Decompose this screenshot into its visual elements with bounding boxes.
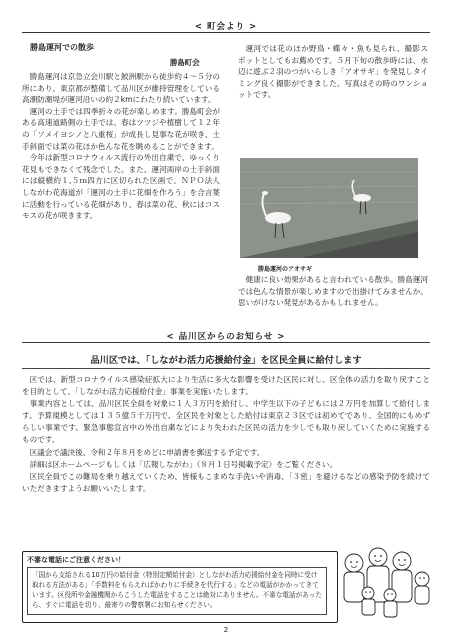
paragraph: 区では、新型コロナウイルス感染症拡大により生活に多大な影響を受けた区民に対し、区全体の活力を取り戻すことを目的として、「しながわ活力応援給付金」事業を実施いたします。 [22,375,430,397]
title-underline [22,368,430,369]
paragraph: 運河の土手では四季折々の花が楽しめます。勝島町会がある高速道路側の土手では、春はツツジや植樹して１２年の「ソメイヨシノと八重桜」が成長し見事な花が咲き、土手斜面では菜の花ほか色んな花を眺めることができます。 [22,106,220,151]
paragraph: 区議会で議決後、令和２年８月をめどに申請書を郵送する予定です。 [29,447,265,457]
photo-caption: 勝島運河のアオサギ [258,266,312,273]
fraud-warning-title: 不審な電話にご注意ください！ [27,556,125,564]
article-left-column [22,71,220,222]
article-right-column-top [238,43,428,101]
article-author: 勝島町会 [170,58,200,67]
fraud-warning-box [22,551,338,623]
paragraph: 区民全員でこの難局を乗り越えていくため、皆様もこまめな手洗いや消毒、「３密」を避けるなどの感染予防を続けていただきますようお願いいたします。 [22,471,430,493]
heron-photo-illustration [240,158,418,258]
paragraph: 詳細は区ホームページもしくは「広報しながわ」（８月１日号掲載予定）をご覧ください。 [29,459,337,469]
page-number: 2 [223,626,229,634]
family-illustration-icon [338,541,432,623]
section-header-shinagawa: < 品川区からのお知らせ > [22,330,430,342]
paragraph: 健康に良い効果があると言われている散歩。勝島運河では色んな情景が楽しめますので出掛けてみませんか。思いがけない発見があるかもしれません。 [238,275,428,308]
paragraph: 事業内容としては、品川区民全員を対象に１人３万円を給付し、中学生以下の子どもには２万円を加算して給付します。予算規模としては１３５億５千万円で、全区民を対象とした給付は東京２３区では初めてであり、全国的にもめずらしい事業です。緊急事態宣言中の外出自粛などにより失われた区民の活力を少しでも取り戻していくために実施するものです。 [22,399,430,445]
paragraph: 今年は新型コロナウィルス流行の外出自粛で、ゆっくり花見もできなくて残念でした。また、運河両岸の土手斜面には縦横約１,５ｍ四方に区切られた区画で、ＮＰＯ法人しながわ花海道が「運河の土手に花畑を作ろう」を合言葉に活動を行っている花畑があり、春は菜の花、秋にはコスモスの花が咲きます。 [22,153,220,221]
heron-photo [240,158,418,258]
fraud-warning-text: 「国から支給される10万円の給付金（特別定額給付金）としながわ活力応援給付金を同時に受け取れる方法がある」「手数料をもらえればかわりに手続きを代行する」などの電話がかかってきています。区役所や金融機関からこうした電話をすることは絶対にありません。不審な電話があったら、すぐに電話を切り、最寄りの警察署にお知らせください。 [27,567,327,615]
article-right-column-bottom [238,274,428,309]
paragraph: 勝島運河は京急立会川駅と鮫洲駅から徒歩約４～５分の所にあり、東京都が整備して品川区が維持管理をしている高潮防潮堤が運河沿いの約２kmにわたり続いています。 [22,72,220,105]
benefit-notice-body [22,374,430,495]
article-title: 勝島運河での散歩 [30,43,94,52]
benefit-notice-title: 品川区では、「しながわ活力応援給付金」を区民全員に給付します [90,355,362,366]
paragraph: 運河では花のほか野鳥・蝶々・魚も見られ、撮影スポットとしてもお薦めです。５月下旬の散歩時には、水辺に遊ぶ２羽のつがいらしき「アオサギ」を発見しタイミング良く撮影ができました。写真はその時のワンショットです。 [238,44,428,100]
section-header-chokai: < 町会より > [22,20,430,32]
family-illustration [338,541,432,623]
